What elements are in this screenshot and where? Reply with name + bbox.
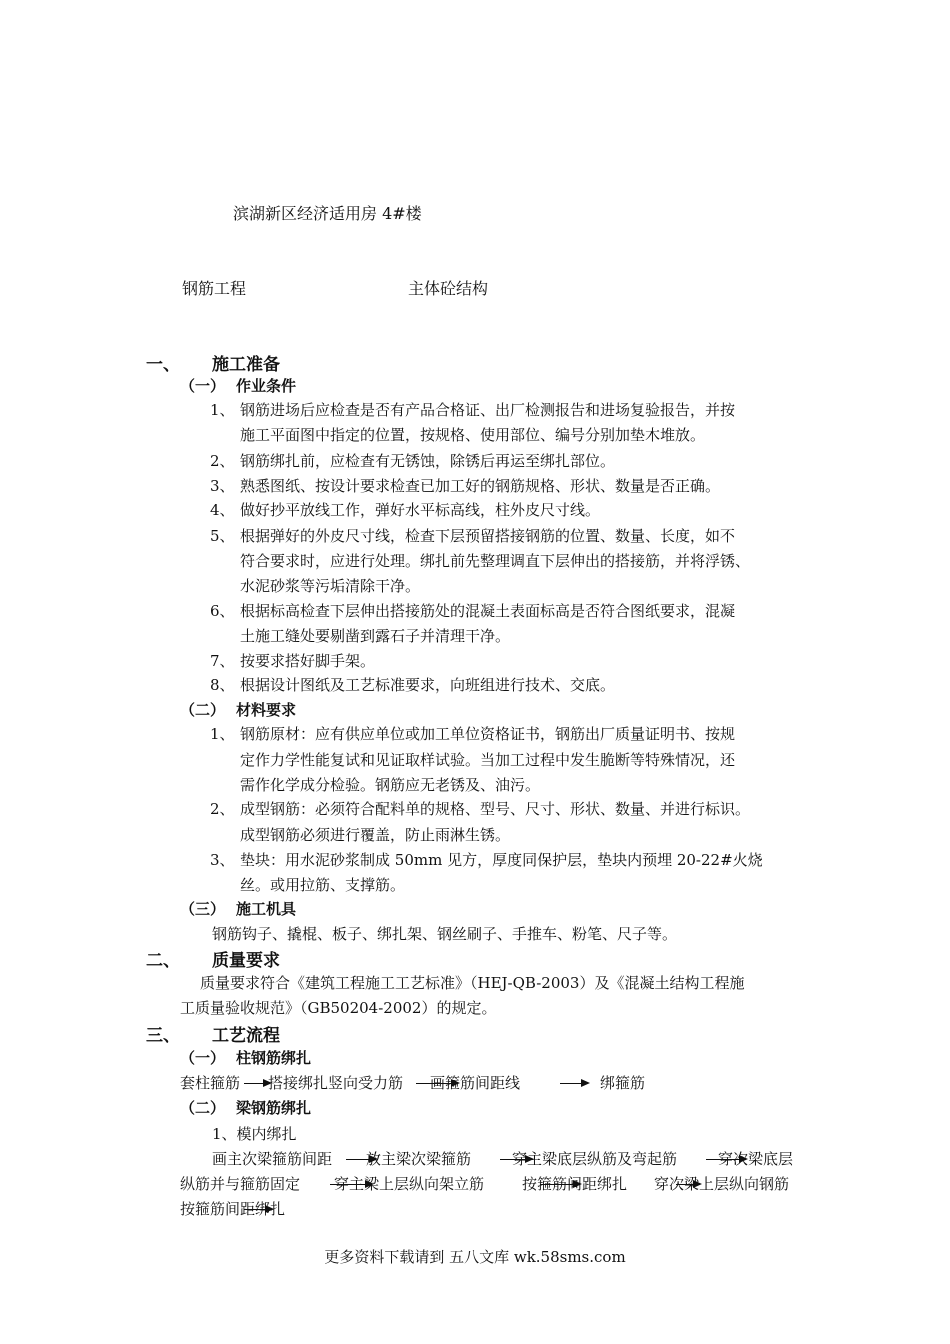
section-title: 工艺流程 [212, 1026, 280, 1046]
section-title: 施工准备 [212, 355, 280, 375]
structure-part: 主体砼结构 [408, 279, 489, 298]
item-text: 水泥砂浆等污垢清除干净。 [240, 577, 421, 595]
item-number: 6、 [210, 602, 235, 620]
item-text: 根据标高检查下层伸出搭接筋处的混凝土表面标高是否符合图纸要求，混凝 [240, 602, 736, 620]
subsection-title: 材料要求 [236, 701, 297, 719]
item-text: 土施工缝处要剔凿到露石子并清理干净。 [240, 627, 511, 645]
item-text: 钢筋原材：应有供应单位或加工单位资格证书，钢筋出厂质量证明书、按规 [240, 725, 736, 743]
item-text: 成型钢筋必须进行覆盖，防止雨淋生锈。 [240, 826, 511, 844]
subsection-number: （一） [180, 1049, 226, 1067]
item-number: 3、 [210, 477, 235, 495]
item-number: 1、 [210, 725, 235, 743]
subsection-title: 作业条件 [236, 377, 297, 395]
item-text: 符合要求时，应进行处理。绑扎前先整理调直下层伸出的搭接筋，并将浮锈、 [240, 552, 751, 570]
subsection-number: （三） [180, 900, 226, 918]
subsection-number: （二） [180, 1099, 226, 1117]
work-item: 钢筋工程 [182, 279, 247, 298]
section-title: 质量要求 [212, 951, 280, 971]
item-text: 定作力学性能复试和见证取样试验。当加工过程中发生脆断等特殊情况，还 [240, 751, 736, 769]
flow-step: 放主梁次梁箍筋 [366, 1150, 472, 1168]
subsection-title: 施工机具 [236, 900, 297, 918]
flow-step: 穿次梁上层纵向钢筋 [654, 1175, 790, 1193]
flow-step: 按箍筋间距绑扎 [522, 1175, 628, 1193]
flow-step: 绑箍筋 [600, 1074, 646, 1092]
flow-step: 搭接绑扎竖向受力筋 [268, 1074, 404, 1092]
item-text: 施工平面图中指定的位置，按规格、使用部位、编号分别加垫木堆放。 [240, 426, 706, 444]
item-number: 2、 [210, 800, 235, 818]
item-text: 需作化学成分检验。钢筋应无老锈及、油污。 [240, 776, 541, 794]
item-text: 按要求搭好脚手架。 [240, 652, 376, 670]
item-text: 垫块：用水泥砂浆制成 50mm 见方，厚度同保护层，垫块内预埋 20-22#火烧 [240, 851, 763, 869]
flow-arrow [560, 1083, 588, 1084]
flow-step: 套柱箍筋 [180, 1074, 241, 1092]
item-text: 钢筋进场后应检查是否有产品合格证、出厂检测报告和进场复验报告，并按 [240, 401, 736, 419]
section-number: 二、 [146, 951, 180, 971]
subsection-title: 柱钢筋绑扎 [236, 1049, 312, 1067]
footer-text: 更多资料下载请到 五八文库 wk.58sms.com [324, 1248, 626, 1266]
item-text: 根据弹好的外皮尺寸线，检查下层预留搭接钢筋的位置、数量、长度，如不 [240, 527, 736, 545]
subsection-number: （一） [180, 377, 226, 395]
item-number: 4、 [210, 501, 235, 519]
item-text: 做好抄平放线工作，弹好水平标高线，柱外皮尺寸线。 [240, 501, 601, 519]
quality-text: 质量要求符合《建筑工程施工工艺标准》（HEJ-QB-2003）及《混凝土结构工程施 [200, 974, 745, 992]
item-number: 5、 [210, 527, 235, 545]
flow-arrow [244, 1083, 270, 1084]
subsection-title: 梁钢筋绑扎 [236, 1099, 312, 1117]
item-number: 2、 [210, 452, 235, 470]
flow-step: 按箍筋间距绑扎 [180, 1200, 286, 1218]
item-number: 8、 [210, 676, 235, 694]
item-text: 熟悉图纸、按设计要求检查已加工好的钢筋规格、形状、数量是否正确。 [240, 477, 721, 495]
item-number: 1、 [210, 401, 235, 419]
flow-step: 穿次梁底层 [718, 1150, 794, 1168]
flow-step: 纵筋并与箍筋固定 [180, 1175, 301, 1193]
section-number: 三、 [146, 1026, 180, 1046]
item-text: 根据设计图纸及工艺标准要求，向班组进行技术、交底。 [240, 676, 616, 694]
item-number: 7、 [210, 652, 235, 670]
item-text: 钢筋绑扎前，应检查有无锈蚀，除锈后再运至绑扎部位。 [240, 452, 616, 470]
section-number: 一、 [146, 355, 180, 375]
flow-step: 穿主梁底层纵筋及弯起筋 [512, 1150, 678, 1168]
subsection-number: （二） [180, 701, 226, 719]
item-text: 成型钢筋：必须符合配料单的规格、型号、尺寸、形状、数量、并进行标识。 [240, 800, 751, 818]
item-number: 3、 [210, 851, 235, 869]
project-title: 滨湖新区经济适用房 4#楼 [233, 204, 422, 223]
flow-step: 画主次梁箍筋间距 [212, 1150, 333, 1168]
tools-list: 钢筋钩子、撬棍、板子、绑扎架、钢丝刷子、手推车、粉笔、尺子等。 [212, 925, 678, 943]
flow-step: 穿主梁上层纵向架立筋 [334, 1175, 485, 1193]
flow-step: 画箍筋间距线 [430, 1074, 521, 1092]
step-label: 1、模内绑扎 [212, 1125, 297, 1143]
quality-text: 工质量验收规范》（GB50204-2002）的规定。 [180, 999, 497, 1017]
item-text: 丝。或用拉筋、支撑筋。 [240, 876, 406, 894]
